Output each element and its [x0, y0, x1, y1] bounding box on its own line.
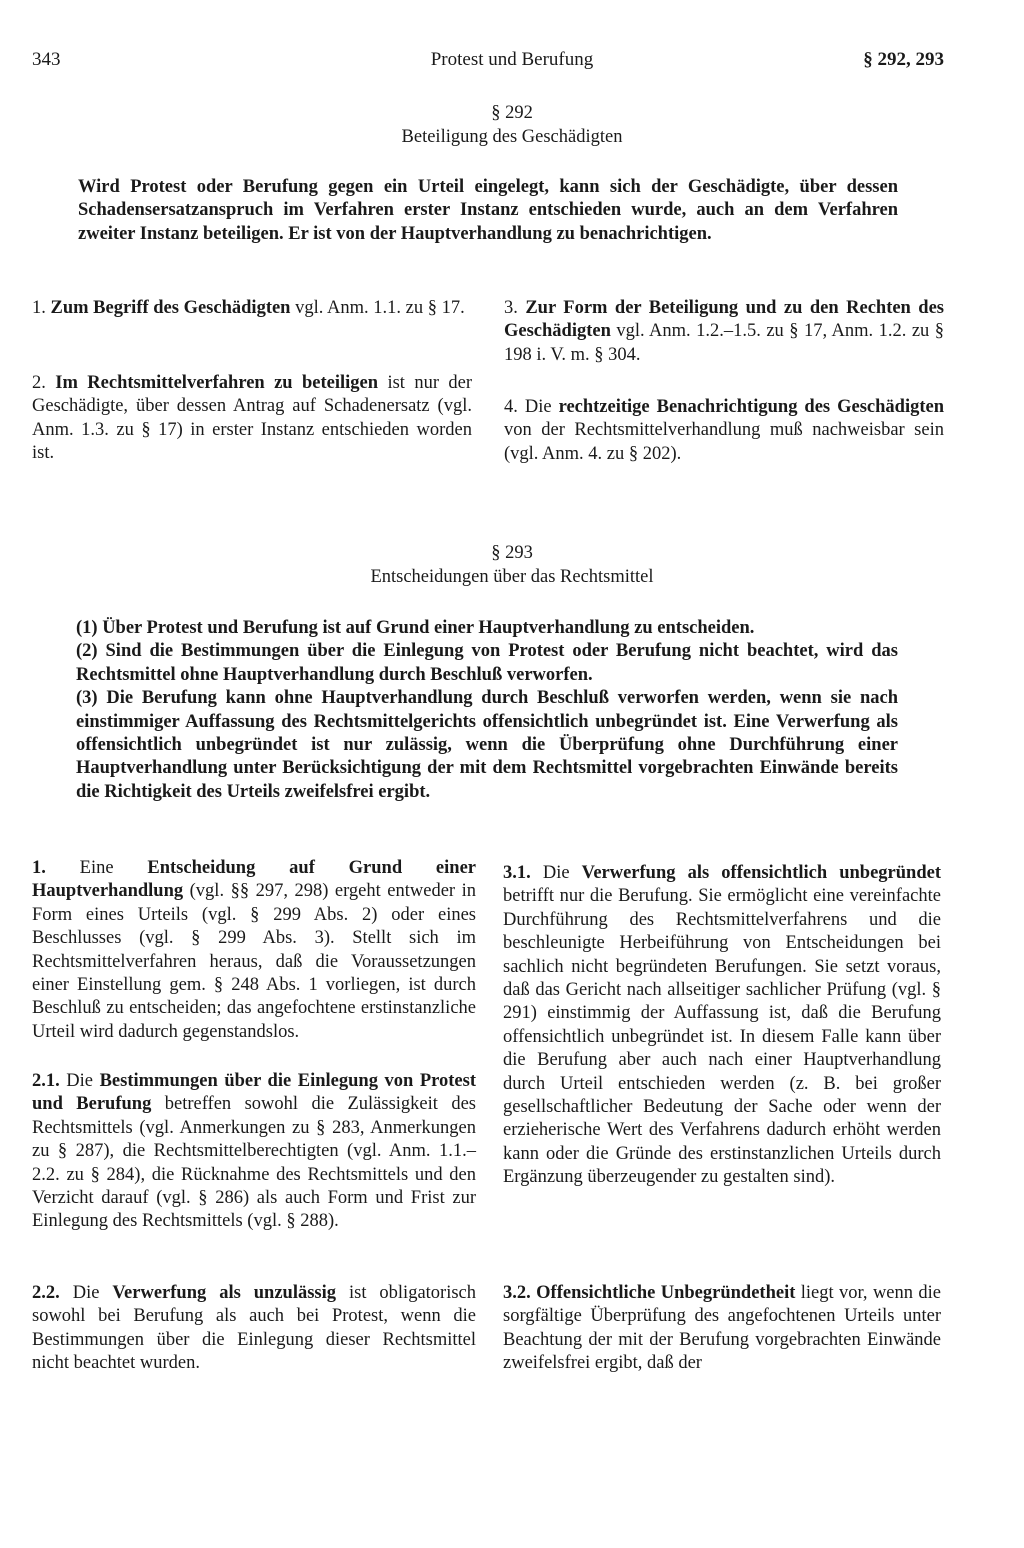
s293-note-2-1: 2.1. Die Bestimmungen über die Einlegung von Protest und Berufung betreffen sowohl die Zulässigkeit des Rechtsmittels (vgl. Anmerkungen zu § 283, Anmerkungen zu § 287), die Rechtsmittelberechtigten (vgl. Anm. 1.1.–2.2. zu § 284), die Rücknahme des Rechtsmittels und den Verzicht darauf (vgl. § 286) als auch Form und Frist zur Einlegung des Rechtsmittels (vgl. § 288). [32, 1071, 476, 1232]
section-293-title: Entscheidungen über das Rechtsmittel [370, 567, 654, 587]
section-292-law-text: Wird Protest oder Berufung gegen ein Urteil eingelegt, kann sich der Geschädigte, über dessen Schadensersatzanspruch im Verfahren erster Instanz entschieden wurde, auch an dem Verfahren zweiter Instanz beteiligen. Er ist von der Hauptverhandlung zu benachrichtigen. [78, 177, 898, 244]
law-paragraph-1: (1) Über Protest und Berufung ist auf Grund einer Hauptverhandlung zu entscheiden. [76, 618, 755, 638]
section-292-number: § 292 [491, 103, 533, 123]
page-number: 343 [32, 49, 61, 70]
s292-note-2: 2. Im Rechtsmittelverfahren zu beteiligen ist nur der Geschädigte, über dessen Antrag auf Schadenersatz (vgl. Anm. 1.3. zu § 17) in erster Instanz entschieden worden ist. [32, 373, 473, 464]
s292-note-3: 3. Zur Form der Beteiligung und zu den Rechten des Geschädigten vgl. Anm. 1.2.–1.5. zu § 17, Anm. 1.2. zu § 198 i. V. m. § 304. [504, 298, 945, 365]
section-293-law-text [76, 617, 898, 804]
s293-note-2-2: 2.2. Die Verwerfung als unzulässig ist obligatorisch sowohl bei Berufung als auch bei Protest, wenn die Bestimmungen über die Einlegung dieser Rechtsmittel nicht beachtet wurden. [32, 1283, 477, 1374]
law-paragraph-3: (3) Die Berufung kann ohne Hauptverhandlung durch Beschluß verworfen werden, wenn sie nach einstimmiger Auffassung des Rechtsmittelgerichts offensichtlich unbegründet ist. Eine Verwerfung als offensichtlich unbegründet ist nur zulässig, wenn die Überprüfung ohne Durchführung einer Hauptverhandlung unter Berücksichtigung der mit dem Rechtsmittel vorgebrachten Einwände bereits die Richtigkeit des Urteils zweifelsfrei ergibt. [76, 688, 898, 802]
section-292-title: Beteiligung des Geschädigten [401, 127, 623, 147]
s293-note-1: 1. Eine Entscheidung auf Grund einer Hauptverhandlung (vgl. §§ 297, 298) ergeht entweder in Form eines Urteils (vgl. § 299 Abs. 2) oder eines Beschlusses (vgl. § 299 Abs. 3). Stellt sich im Rechtsmittelverfahren heraus, daß die Voraussetzungen einer Einstellung gem. § 248 Abs. 1 vorliegen, ist durch Beschluß zu entscheiden; das angefochtene erstinstanzliche Urteil wird dadurch gegenstandslos. [32, 858, 476, 1042]
section-293-number: § 293 [491, 543, 533, 563]
running-title: Protest und Berufung [430, 49, 594, 70]
s292-note-1: 1. Zum Begriff des Geschädigten vgl. Anm. 1.1. zu § 17. [32, 298, 465, 318]
s293-note-3-2: 3.2. Offensichtliche Unbegründetheit liegt vor, wenn die sorgfältige Überprüfung des angefochtenen Urteils unter Beachtung der mit der Berufung vorgebrachten Einwände zweifelsfrei ergibt, daß der [503, 1283, 941, 1374]
s292-note-4: 4. Die rechtzeitige Benachrichtigung des Geschädigten von der Rechtsmittelverhandlung muß nachweisbar sein (vgl. Anm. 4. zu § 202). [504, 397, 944, 464]
s293-note-3-1: 3.1. Die Verwerfung als offensichtlich unbegründet betrifft nur die Berufung. Sie ermöglicht eine vereinfachte Durchführung des Rechtsmittelverfahrens und die beschleunigte Herbeiführung von Entscheidungen bei sachlich nicht begründeten Berufungen. Sie setzt voraus, daß das Gericht nach allseitiger sachlicher Prüfung (vgl. § 291) einstimmig der Auffassung ist, daß die Berufung offensichtlich unbegründet ist. In diesem Falle kann über die Berufung aber auch nach einer Hauptverhandlung durch Urteil entschieden werden (z. B. bei großer gesellschaftlicher Bedeutung der Sache oder wenn der erzieherische Wert des Verfahrens dadurch erhöht werden kann oder die Gründe des erstinstanzlichen Urteils durch Ergänzung überzeugender zu gestalten sind). [503, 863, 942, 1188]
law-paragraph-2: (2) Sind die Bestimmungen über die Einlegung von Protest oder Berufung nicht beachtet, wird das Rechtsmittel ohne Hauptverhandlung durch Beschluß verworfen. [76, 641, 898, 685]
section-reference: § 292, 293 [863, 49, 944, 70]
